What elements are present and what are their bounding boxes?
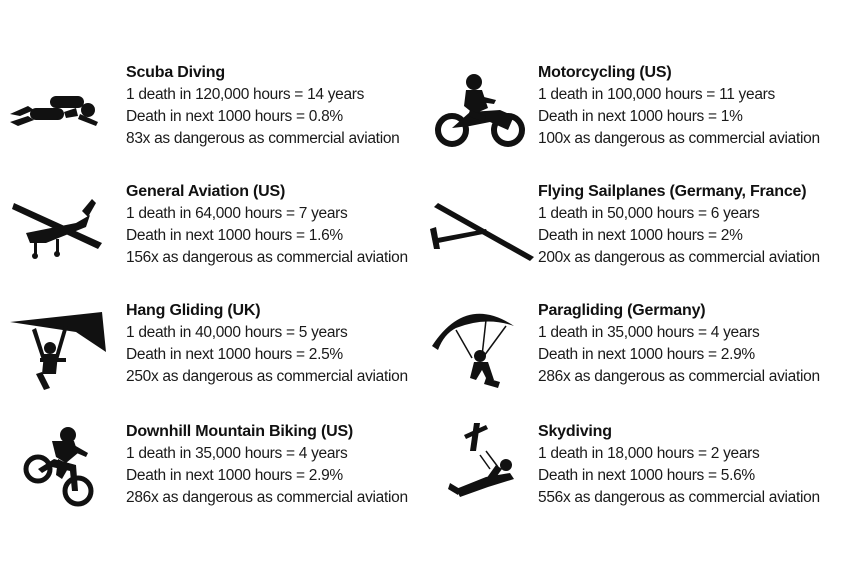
death-probability: Death in next 1000 hours = 2.9% <box>126 467 343 484</box>
hang-glider-icon <box>6 302 116 392</box>
death-probability: Death in next 1000 hours = 1.6% <box>126 227 343 244</box>
entry-motorcycling <box>426 62 836 162</box>
sailplane-icon <box>426 193 536 283</box>
entry-paragliding <box>426 300 836 400</box>
entry-scuba-diving <box>0 62 410 162</box>
entry-skydiving <box>426 421 836 521</box>
aviation-comparison: 286x as dangerous as commercial aviation <box>538 368 820 385</box>
entry-text <box>538 62 820 150</box>
mountain-biker-icon <box>16 423 126 513</box>
entry-text <box>538 300 820 388</box>
death-rate: 1 death in 35,000 hours = 4 years <box>538 324 760 341</box>
aviation-comparison: 556x as dangerous as commercial aviation <box>538 489 820 506</box>
aviation-comparison: 200x as dangerous as commercial aviation <box>538 249 820 266</box>
activity-title: Hang Gliding (UK) <box>126 302 261 319</box>
death-probability: Death in next 1000 hours = 5.6% <box>538 467 755 484</box>
death-probability: Death in next 1000 hours = 1% <box>538 108 743 125</box>
activity-title: Flying Sailplanes (Germany, France) <box>538 183 807 200</box>
entry-text <box>538 181 820 269</box>
entry-text <box>126 62 399 150</box>
activity-title: Downhill Mountain Biking (US) <box>126 423 354 440</box>
entry-hang-gliding <box>0 300 410 400</box>
small-airplane-icon <box>6 193 116 283</box>
entry-general-aviation <box>0 181 410 281</box>
death-rate: 1 death in 18,000 hours = 2 years <box>538 445 760 462</box>
paraglider-icon <box>426 300 536 390</box>
aviation-comparison: 286x as dangerous as commercial aviation <box>126 489 408 506</box>
aviation-comparison: 250x as dangerous as commercial aviation <box>126 368 408 385</box>
death-rate: 1 death in 120,000 hours = 14 years <box>126 86 365 103</box>
activity-title: Paragliding (Germany) <box>538 302 706 319</box>
aviation-comparison: 156x as dangerous as commercial aviation <box>126 249 408 266</box>
death-probability: Death in next 1000 hours = 0.8% <box>126 108 343 125</box>
death-probability: Death in next 1000 hours = 2% <box>538 227 743 244</box>
motorcycle-icon <box>430 70 540 160</box>
entry-text <box>538 421 820 509</box>
death-probability: Death in next 1000 hours = 2.9% <box>538 346 755 363</box>
death-rate: 1 death in 40,000 hours = 5 years <box>126 324 348 341</box>
activity-title: General Aviation (US) <box>126 183 286 200</box>
entry-text <box>126 300 408 388</box>
aviation-comparison: 100x as dangerous as commercial aviation <box>538 130 820 147</box>
scuba-diver-icon <box>6 82 116 172</box>
entry-flying-sailplanes <box>426 181 836 281</box>
entry-downhill-mountain-biking <box>0 421 410 521</box>
activity-title: Motorcycling (US) <box>538 64 672 81</box>
entry-text <box>126 181 408 269</box>
entry-text <box>126 421 408 509</box>
aviation-comparison: 83x as dangerous as commercial aviation <box>126 130 400 147</box>
activity-title: Skydiving <box>538 423 612 440</box>
death-rate: 1 death in 35,000 hours = 4 years <box>126 445 348 462</box>
death-rate: 1 death in 50,000 hours = 6 years <box>538 205 760 222</box>
activity-title: Scuba Diving <box>126 64 225 81</box>
death-rate: 1 death in 100,000 hours = 11 years <box>538 86 775 103</box>
death-rate: 1 death in 64,000 hours = 7 years <box>126 205 348 222</box>
death-probability: Death in next 1000 hours = 2.5% <box>126 346 343 363</box>
